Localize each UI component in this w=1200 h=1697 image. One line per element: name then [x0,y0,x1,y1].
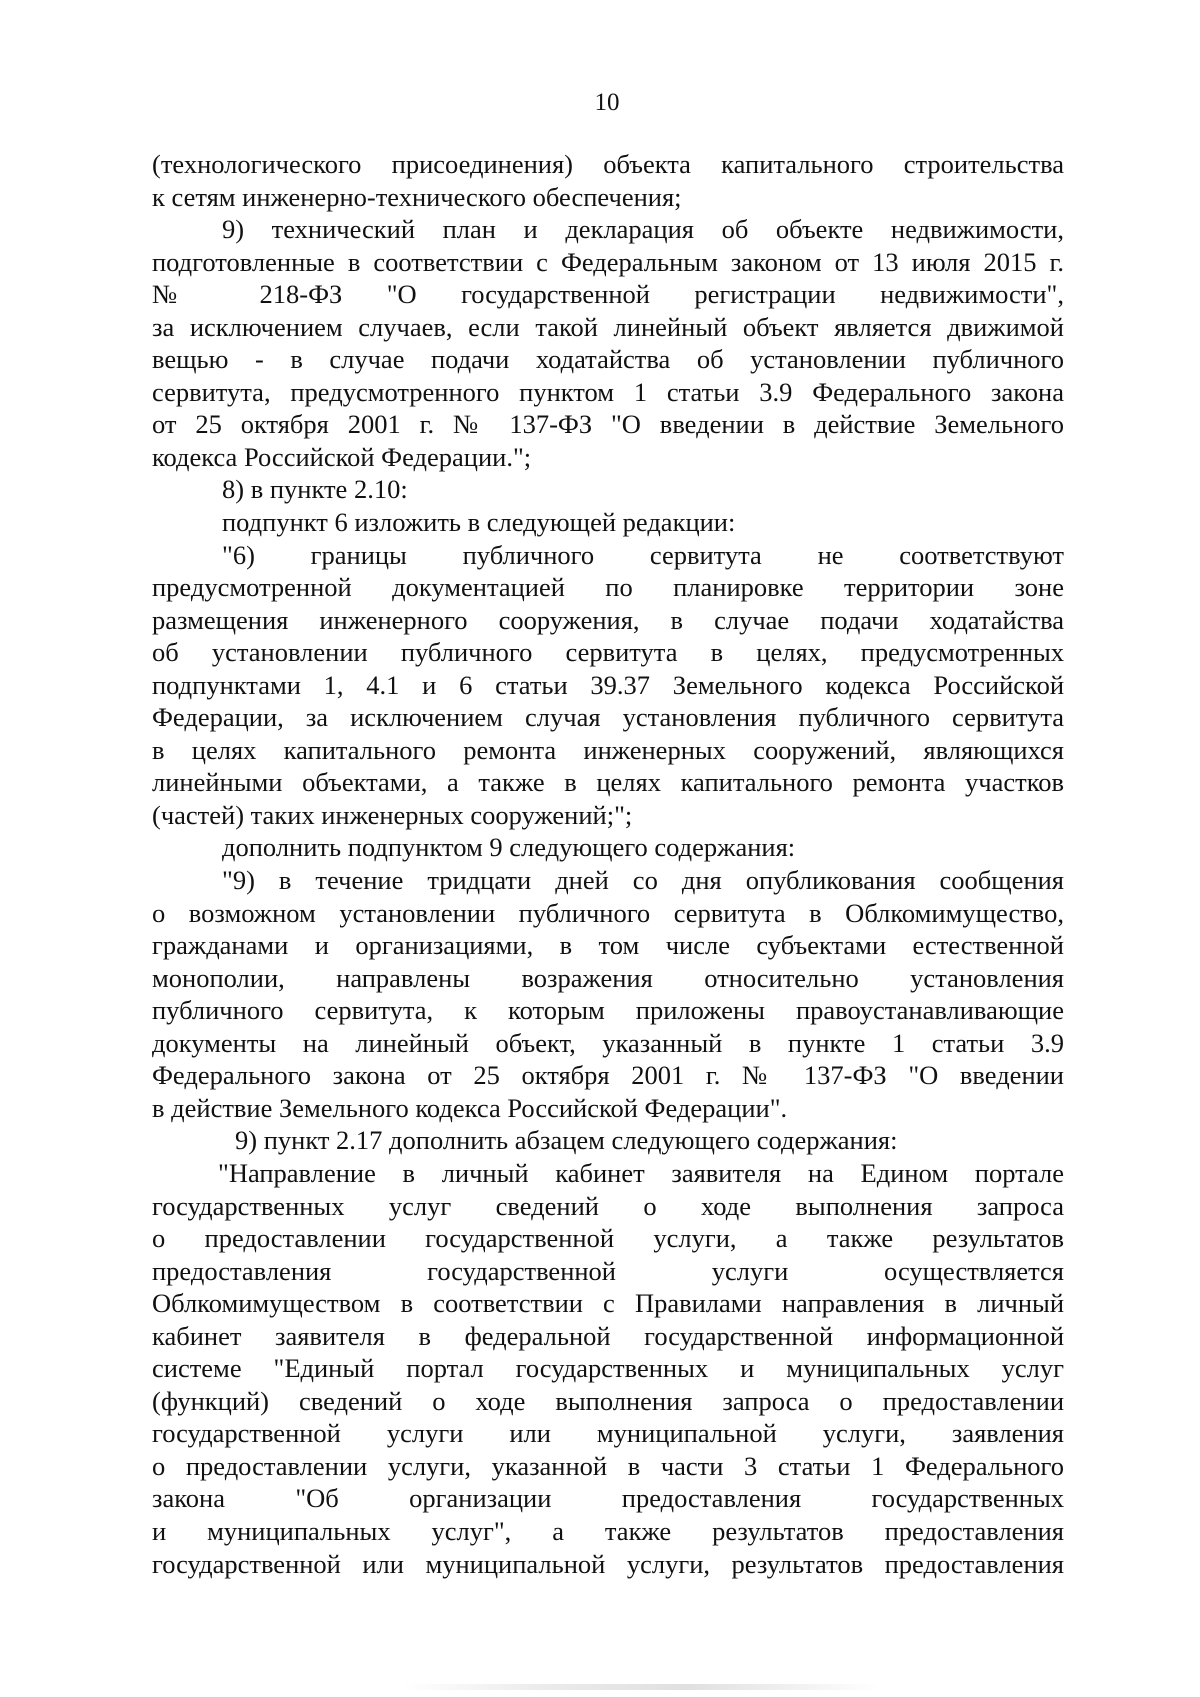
text-line: № 218-ФЗ "О государственной регистрации недвижимости", [152,279,1064,310]
text-line: к сетям инженерно-технического обеспечения; [152,181,682,212]
text-line: 9) пункт 2.17 дополнить абзацем следующего содержания: [235,1125,898,1156]
text-line: за исключением случаев, если такой линейный объект является движимой [152,311,1064,342]
text-line: вещью - в случае подачи ходатайства об установлении публичного [152,344,1064,375]
text-line: государственной услуги или муниципальной услуги, заявления [152,1418,1064,1449]
text-line: дополнить подпунктом 9 следующего содержания: [222,832,796,863]
text-line: (функций) сведений о ходе выполнения запроса о предоставлении [152,1385,1064,1416]
text-line: о предоставлении услуги, указанной в части 3 статьи 1 Федерального [152,1450,1064,1481]
text-line: об установлении публичного сервитута в целях, предусмотренных [152,637,1064,668]
text-line: кабинет заявителя в федеральной государственной информационной [152,1320,1064,1351]
text-line: государственной или муниципальной услуги, результатов предоставления [152,1548,1064,1579]
text-line: гражданами и организациями, в том числе субъектами естественной [152,930,1064,961]
text-line: Облкомимуществом в соответствии с Правилами направления в личный [152,1288,1064,1319]
text-line: монополии, направлены возражения относительно установления [152,962,1064,993]
text-line: государственных услуг сведений о ходе выполнения запроса [152,1190,1064,1221]
text-line: системе "Единый портал государственных и муниципальных услуг [152,1353,1064,1384]
text-line: 8) в пункте 2.10: [222,474,408,505]
text-line: подготовленные в соответствии с Федеральным законом от 13 июля 2015 г. [152,246,1064,277]
text-line: в действие Земельного кодекса Российской Федерации". [152,1092,788,1123]
text-line: Федерального закона от 25 октября 2001 г. № 137-ФЗ "О введении [152,1060,1064,1091]
text-line: о предоставлении государственной услуги, а также результатов [152,1223,1064,1254]
text-line: линейными объектами, а также в целях капитального ремонта участков [152,767,1064,798]
text-line: о возможном установлении публичного сервитута в Облкомимущество, [152,897,1064,928]
text-line: закона "Об организации предоставления государственных [152,1483,1064,1514]
text-line: (технологического присоединения) объекта капитального строительства [152,149,1064,179]
text-line: в целях капитального ремонта инженерных сооружений, являющихся [152,734,1064,765]
text-line: "Направление в личный кабинет заявителя на Едином портале [218,1157,1064,1188]
text-line: подпункт 6 изложить в следующей редакции: [222,507,736,538]
page-number: 10 [594,89,620,116]
text-line: (частей) таких инженерных сооружений;"; [152,799,633,830]
text-line: "9) в течение тридцати дней со дня опубликования сообщения [222,865,1064,896]
text-line: Федерации, за исключением случая установления публичного сервитута [152,702,1064,733]
text-line: публичного сервитута, к которым приложены правоустанавливающие [152,995,1064,1026]
text-line: сервитута, предусмотренного пунктом 1 статьи 3.9 Федерального закона [152,376,1064,407]
text-line: предоставления государственной услуги осуществляется [152,1255,1064,1286]
text-line: предусмотренной документацией по планировке территории зоне [152,572,1064,603]
document-body [152,148,1064,1580]
text-line: от 25 октября 2001 г. № 137-ФЗ "О введении в действие Земельного [152,409,1064,440]
text-line: "6) границы публичного сервитута не соответствуют [222,539,1064,570]
scan-edge-shadow [400,1684,880,1690]
text-line: и муниципальных услуг", а также результатов предоставления [152,1515,1064,1546]
text-line: кодекса Российской Федерации."; [152,441,532,472]
text-line: 9) технический план и декларация об объекте недвижимости, [222,214,1064,245]
text-line: подпунктами 1, 4.1 и 6 статьи 39.37 Земельного кодекса Российской [152,669,1064,700]
text-line: размещения инженерного сооружения, в случае подачи ходатайства [152,604,1064,635]
text-line: документы на линейный объект, указанный в пункте 1 статьи 3.9 [152,1027,1064,1058]
